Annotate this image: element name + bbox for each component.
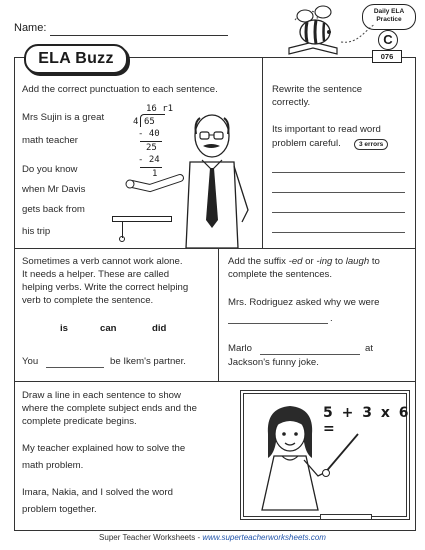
subject-instruction-line1: Draw a line in each sentence to show (22, 390, 181, 401)
subject-sentence2-line1: Imara, Nakia, and I solved the word (22, 487, 173, 498)
subject-instruction-line3: complete predicate begins. (22, 416, 137, 427)
suffix-laugh: laugh (345, 256, 370, 267)
divider-row2 (14, 381, 416, 382)
page-title-text: ELA Buzz (38, 50, 114, 67)
subject-sentence2-line2: problem together. (22, 504, 97, 515)
suffix-instruction-line2: complete the sentences. (228, 269, 332, 280)
name-label: Name: (14, 22, 47, 34)
rewrite-answer-line2[interactable] (272, 192, 405, 193)
daily-practice-badge (362, 4, 416, 30)
sentence1-line1: Mrs Sujin is a great (22, 112, 105, 123)
suffix-sentence1-period: . (330, 313, 333, 324)
sentence2-line4: his trip (22, 226, 51, 237)
rewrite-instruction-line2: correctly. (272, 97, 311, 108)
page-title (24, 44, 128, 74)
helping-line2: It needs a helper. These are called (22, 269, 170, 280)
suffix-ed: -ed (288, 256, 303, 267)
division-dividend: 65 (144, 117, 155, 127)
suffix-sentence2-end: Jackson's funny joke. (228, 357, 319, 368)
footer-prefix: Super Teacher Worksheets - (99, 533, 203, 542)
helping-word-can: can (100, 323, 117, 334)
division-step3: - 24 (138, 155, 160, 165)
division-step1: - 40 (138, 129, 160, 139)
desk-top (112, 216, 172, 222)
divider-col2 (218, 248, 219, 381)
rewrite-sentence-line1: Its important to read word (272, 124, 381, 135)
division-step2: 25 (146, 143, 157, 153)
suffix-text-a: Add the suffix (228, 256, 289, 267)
desk-wheel (119, 236, 125, 242)
rewrite-answer-line4[interactable] (272, 232, 405, 233)
helping-word-is: is (60, 323, 69, 334)
suffix-sentence2-mid: at (365, 343, 374, 354)
subject-sentence1-line1: My teacher explained how to solve the (22, 443, 186, 454)
suffix-answer-blank1[interactable] (228, 323, 328, 324)
footer-url-link[interactable]: www.superteacherworksheets.com (202, 533, 326, 542)
suffix-ing: -ing (316, 256, 333, 267)
sentence2-line2: when Mr Davis (22, 184, 86, 195)
badge-line2: Practice (376, 15, 402, 23)
helping-sentence-start: You (22, 356, 39, 367)
errors-badge: 3 errors (354, 139, 388, 150)
subject-instruction-line2: where the complete subject ends and the (22, 403, 197, 414)
suffix-text-or: or (302, 256, 317, 267)
helping-word-did: did (152, 323, 167, 334)
rewrite-answer-line1[interactable] (272, 172, 405, 173)
sentence2-line3: gets back from (22, 204, 85, 215)
helping-answer-blank[interactable] (46, 367, 104, 368)
helping-line3: helping verbs. Write the correct helping (22, 282, 189, 293)
helping-sentence-end: be Ikem's partner. (110, 356, 186, 367)
division-remainder: 1 (152, 169, 158, 179)
suffix-sentence1: Mrs. Rodriguez asked why we were (228, 297, 380, 308)
divider-col1 (262, 57, 263, 248)
rewrite-instruction-line1: Rewrite the sentence (272, 84, 363, 95)
suffix-text-to: to (332, 256, 346, 267)
division-quotient: 16 r1 (146, 104, 174, 114)
sentence1-line2: math teacher (22, 135, 78, 146)
footer (0, 533, 425, 542)
divider-row1 (14, 248, 416, 249)
chalkboard-equation: 5 + 3 x 6 = (323, 405, 411, 437)
suffix-answer-blank2[interactable] (260, 354, 360, 355)
helping-line4: verb to complete the sentence. (22, 295, 154, 306)
suffix-text-to2: to (369, 256, 380, 267)
rewrite-answer-line3[interactable] (272, 212, 405, 213)
suffix-sentence2-start: Marlo (228, 343, 252, 354)
subject-sentence1-line2: math problem. (22, 460, 84, 471)
name-line[interactable] (50, 35, 228, 36)
rewrite-sentence-line2: problem careful. (272, 138, 341, 149)
student-illustration-icon (246, 396, 366, 516)
division-divisor: 4 (133, 117, 139, 127)
worksheet-number: 076 (372, 50, 402, 63)
badge-line1: Daily ELA (373, 8, 405, 15)
suffix-instruction-line1 (228, 256, 380, 269)
teacher-illustration-icon (110, 100, 262, 248)
sentence2-line1: Do you know (22, 164, 78, 175)
punctuation-instruction: Add the correct punctuation to each sentence. (22, 84, 218, 95)
level-letter: C (378, 30, 398, 50)
helping-line1: Sometimes a verb cannot work alone. (22, 256, 183, 267)
